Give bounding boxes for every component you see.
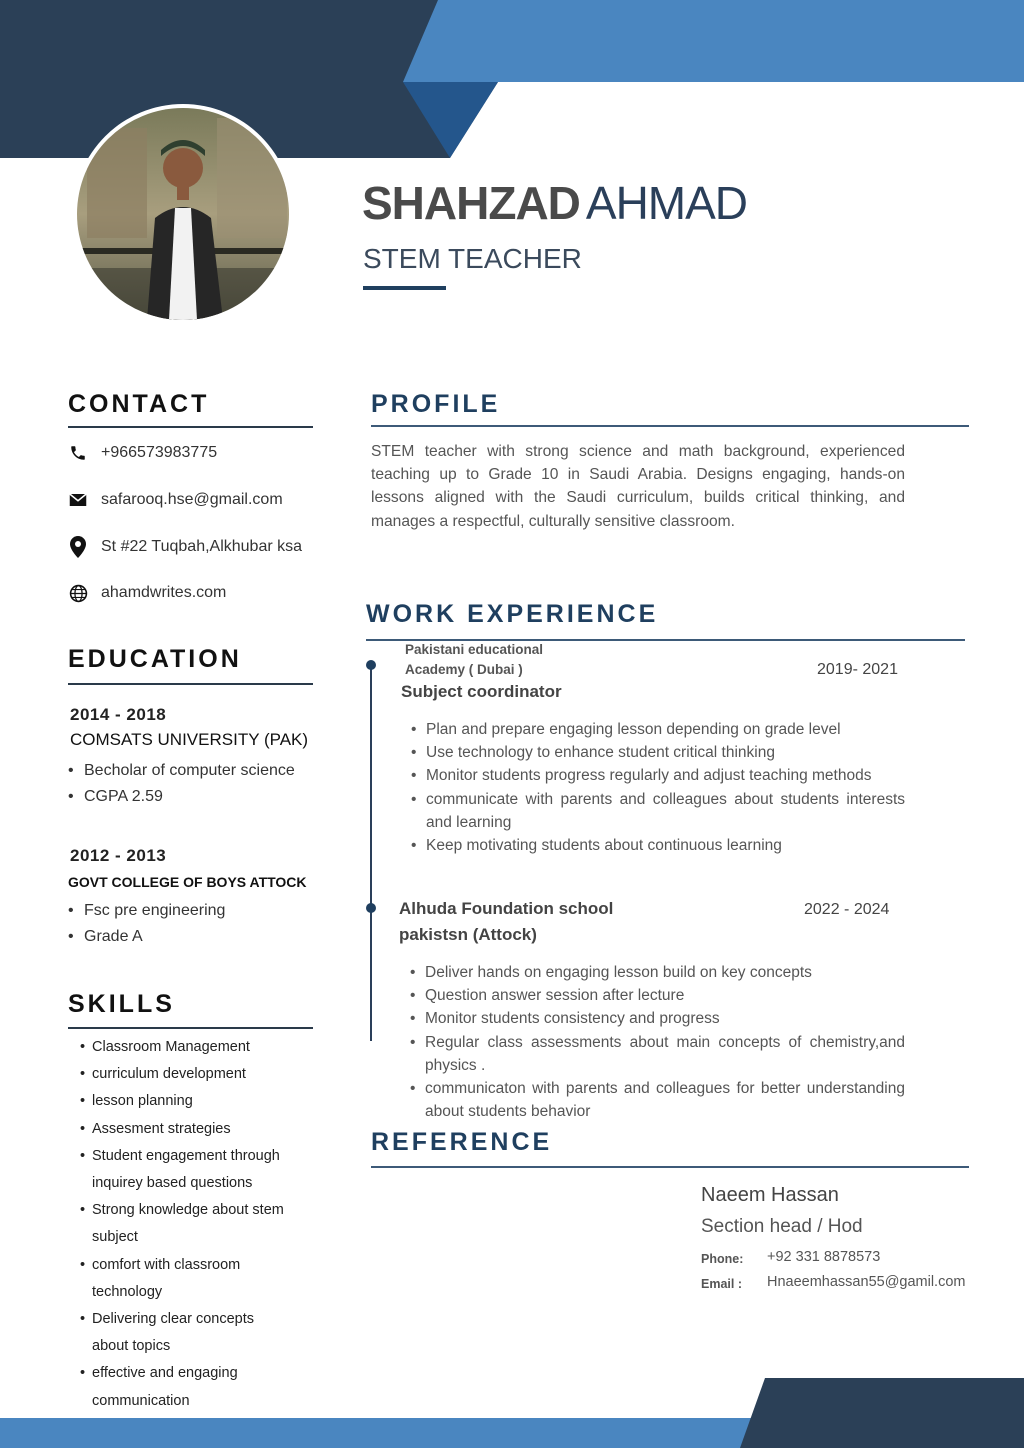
- contact-address: St #22 Tuqbah,Alkhubar ksa: [101, 538, 303, 555]
- person-photo-illustration: [77, 108, 289, 320]
- contact-email-row: [68, 490, 283, 510]
- contact-email[interactable]: safarooq.hse@gmail.com: [101, 491, 283, 508]
- job-duty: • Question answer session after lecture: [410, 984, 905, 1007]
- education-school: COMSATS UNIVERSITY (PAK): [70, 730, 309, 749]
- education-item: • Grade A: [84, 928, 143, 946]
- education-years: 2014 - 2018: [70, 705, 167, 724]
- job-role: STEM TEACHER: [363, 243, 582, 274]
- job-duty: • Deliver hands on engaging lesson build on key concepts: [410, 961, 905, 984]
- education-item: • Becholar of computer science: [84, 762, 295, 780]
- skill-item: • Strong knowledge about stem subject: [80, 1197, 302, 1251]
- skill-item: • effective and engaging communication: [80, 1360, 262, 1414]
- job-duty: • Monitor students consistency and progress: [410, 1007, 905, 1030]
- job-org-line2: pakistsn (Attock): [399, 925, 537, 944]
- contact-phone-row: [68, 443, 217, 463]
- skill-item: • comfort with classroom technology: [80, 1252, 272, 1306]
- job-duties: [411, 718, 905, 857]
- timeline-dot: [366, 903, 376, 913]
- full-name: [362, 176, 747, 230]
- globe-icon: [68, 583, 88, 603]
- work-divider: [366, 639, 965, 641]
- job-org-line1: Alhuda Foundation school: [399, 899, 614, 918]
- job-duties: [410, 961, 905, 1123]
- skills-divider: [68, 1027, 313, 1029]
- reference-name: Naeem Hassan: [701, 1184, 839, 1206]
- job-duty: • Regular class assessments about main concepts of chemistry,and physics .: [410, 1031, 905, 1077]
- education-years: 2012 - 2013: [70, 846, 167, 865]
- education-divider: [68, 683, 313, 685]
- contact-address-row: [68, 537, 302, 557]
- work-timeline: [370, 665, 372, 1041]
- skill-item: • Delivering clear concepts about topics: [80, 1306, 277, 1360]
- work-heading: WORK EXPERIENCE: [366, 600, 659, 628]
- contact-heading: CONTACT: [68, 390, 210, 418]
- profile-divider: [371, 425, 969, 427]
- skill-item: • Student engagement through inquirey based questions: [80, 1143, 302, 1197]
- job-org-line2: Academy ( Dubai ): [405, 662, 523, 677]
- reference-email-label: Email :: [701, 1277, 742, 1291]
- reference-phone-label: Phone:: [701, 1252, 744, 1266]
- role-underline: [363, 286, 446, 290]
- reference-phone[interactable]: +92 331 8878573: [767, 1249, 881, 1265]
- education-heading: EDUCATION: [68, 645, 242, 673]
- profile-heading: PROFILE: [371, 390, 501, 418]
- first-name: SHAHZAD: [362, 177, 580, 229]
- contact-divider: [68, 426, 313, 428]
- skill-item: • Classroom Management: [80, 1034, 320, 1061]
- job-duty: • Use technology to enhance student critical thinking: [411, 741, 905, 764]
- top-right-blue-band: [403, 0, 1024, 82]
- skill-item: • lesson planning: [80, 1088, 320, 1115]
- skill-item: • curriculum development: [80, 1061, 320, 1088]
- skill-item: • Assesment strategies: [80, 1116, 320, 1143]
- reference-heading: REFERENCE: [371, 1128, 553, 1156]
- contact-website[interactable]: ahamdwrites.com: [101, 584, 227, 601]
- skills-heading: SKILLS: [68, 990, 175, 1018]
- job-dates: 2019- 2021: [817, 661, 898, 678]
- job-duty: • Plan and prepare engaging lesson depending on grade level: [411, 718, 905, 741]
- education-item: • Fsc pre engineering: [84, 902, 225, 920]
- last-name: AHMAD: [585, 177, 748, 229]
- job-duty: • communicaton with parents and colleagues for better understanding about students behavior: [410, 1077, 905, 1123]
- contact-website-row: [68, 583, 226, 603]
- profile-summary: STEM teacher with strong science and math background, experienced teaching up to Grade 10 in Saudi Arabia. Designs engaging, hands-on lessons aligned with the Saudi curriculum, builds critical thinking, and manages a respectful, culturally sensitive classroom.: [371, 443, 905, 530]
- timeline-dot: [366, 660, 376, 670]
- job-dates: 2022 - 2024: [804, 901, 890, 918]
- education-school: GOVT COLLEGE OF BOYS ATTOCK: [68, 874, 307, 890]
- location-pin-icon: [68, 537, 88, 557]
- education-item: • CGPA 2.59: [84, 788, 163, 806]
- job-duty: • Monitor students progress regularly and adjust teaching methods: [411, 764, 905, 787]
- job-position: Subject coordinator: [401, 682, 562, 701]
- job-duty: • communicate with parents and colleagues about students interests and learning: [411, 788, 905, 834]
- profile-photo: [77, 108, 289, 320]
- reference-role: Section head / Hod: [701, 1216, 863, 1237]
- job-org-line1: Pakistani educational: [405, 642, 544, 657]
- skills-list: [80, 1034, 320, 1415]
- phone-icon: [68, 443, 88, 463]
- job-duty: • Keep motivating students about continuous learning: [411, 834, 905, 857]
- mail-icon: [68, 490, 88, 510]
- contact-phone[interactable]: +966573983775: [101, 444, 218, 461]
- reference-email[interactable]: Hnaeemhassan55@gamil.com: [767, 1274, 966, 1290]
- reference-divider: [371, 1166, 969, 1168]
- bottom-right-navy-band: [740, 1378, 1024, 1448]
